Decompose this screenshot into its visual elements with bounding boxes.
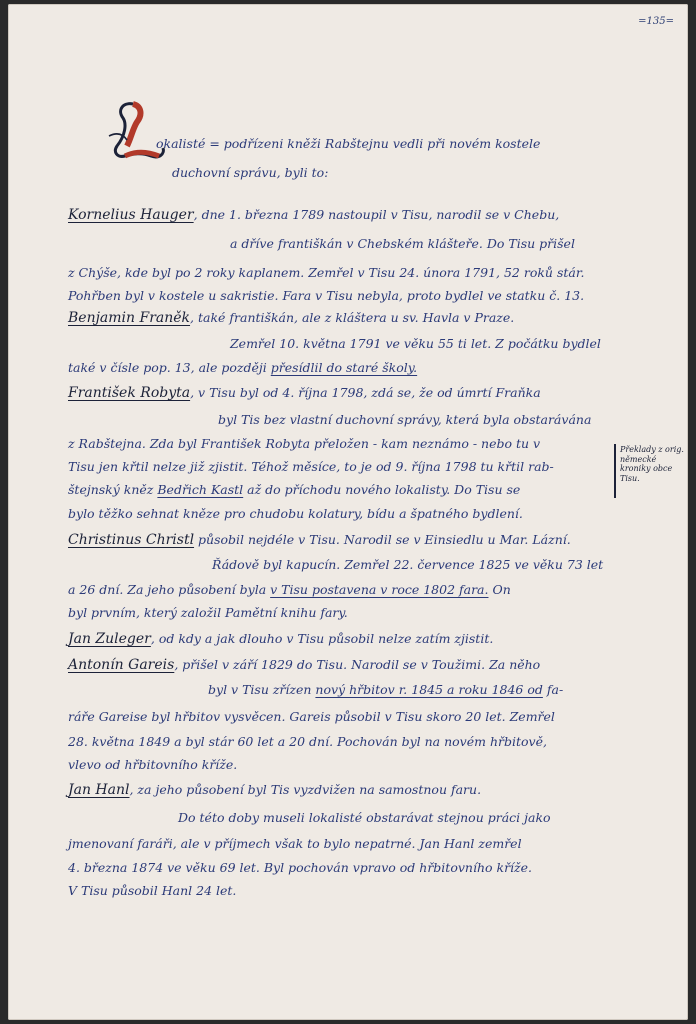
- entry-franek-line-3: [68, 360, 417, 375]
- intro-line-1: okalisté = podřízeni kněži Rabštejnu vedli při novém kostele: [156, 136, 541, 151]
- entry-robyta-line-4: Tisu jen křtil nelze již zjistit. Téhož měsíce, to je od 9. října 1798 tu křtil rab-: [68, 459, 554, 474]
- gareis-text-2a: byl v Tisu zřízen: [208, 682, 316, 697]
- entry-gareis-line-1: [68, 657, 540, 673]
- margin-bracket: [614, 444, 616, 498]
- entry-gareis-line-2: [208, 682, 563, 697]
- entry-robyta-line-2: byl Tis bez vlastní duchovní správy, která byla obstarávána: [218, 412, 592, 427]
- entry-robyta-line-1: [68, 385, 541, 401]
- christl-text-1: působil nejdéle v Tisu. Narodil se v Einsiedlu u Mar. Lázní.: [194, 532, 571, 547]
- robyta-text-5a: štejnský kněz: [68, 482, 158, 497]
- entry-christl-line-2: Řádově byl kapucín. Zemřel 22. července 1825 ve věku 73 let: [212, 557, 604, 572]
- robyta-text-5c: až do příchodu nového lokalisty. Do Tisu se: [243, 482, 521, 497]
- entry-hanl-line-1: [68, 782, 481, 798]
- franek-text-1: , také františkán, ale z kláštera u sv. Havla v Praze.: [190, 310, 515, 325]
- entry-robyta-line-6: bylo těžko sehnat kněze pro chudobu kolatury, bídu a špatného bydlení.: [68, 506, 523, 521]
- franek-text-3b: přesídlil do staré školy.: [270, 360, 418, 375]
- name-jan-zuleger: Jan Zuleger: [68, 631, 151, 647]
- name-antonin-gareis: Antonín Gareis: [68, 657, 175, 673]
- name-jan-hanl: Jan Hanl: [68, 782, 130, 798]
- christl-text-3a: a 26 dní. Za jeho působení byla: [68, 582, 271, 597]
- margin-note: Překlady z orig. německé kroniky obce Tisu.: [620, 445, 684, 483]
- entry-hanl-line-3: jmenovaní faráři, ale v příjmech však to bylo nepatrné. Jan Hanl zemřel: [68, 836, 522, 851]
- gareis-text-2c: fa-: [542, 682, 564, 697]
- intro-line-2: duchovní správu, byli to:: [172, 165, 329, 180]
- name-christinus-christl: Christinus Christl: [68, 532, 195, 548]
- franek-text-3a: také v čísle pop. 13, ale později: [68, 360, 271, 375]
- entry-gareis-line-5: vlevo od hřbitovního kříže.: [68, 757, 238, 772]
- entry-robyta-line-3: z Rabštejna. Zda byl František Robyta přeložen - kam neznámo - nebo tu v: [68, 436, 541, 451]
- name-bedrich-kastl: Bedřich Kastl: [157, 482, 244, 497]
- gareis-text-1: , přišel v září 1829 do Tisu. Narodil se v Toužimi. Za něho: [174, 657, 541, 672]
- robyta-text-1: , v Tisu byl od 4. října 1798, zdá se, že od úmrtí Fraňka: [190, 385, 541, 400]
- page-number: =135=: [638, 16, 674, 27]
- entry-hauger-line-4: Pohřben byl v kostele u sakristie. Fara v Tisu nebyla, proto bydlel ve statku č. 13.: [68, 288, 585, 303]
- entry-gareis-line-3: ráře Gareise byl hřbitov vysvěcen. Gareis působil v Tisu skoro 20 let. Zemřel: [68, 709, 555, 724]
- name-frantisek-robyta: František Robyta: [68, 385, 191, 401]
- christl-text-3c: On: [488, 582, 511, 597]
- entry-hauger-line-3: z Chýše, kde byl po 2 roky kaplanem. Zemřel v Tisu 24. února 1791, 52 roků stár.: [68, 265, 585, 280]
- entry-gareis-line-4: 28. května 1849 a byl stár 60 let a 20 dní. Pochován byl na novém hřbitově,: [68, 734, 547, 749]
- entry-robyta-line-5: [68, 482, 520, 497]
- name-benjamin-franek: Benjamin Franěk: [68, 310, 191, 326]
- decorative-initial-l: [103, 96, 173, 166]
- hauger-text-1: , dne 1. března 1789 nastoupil v Tisu, narodil se v Chebu,: [193, 207, 560, 222]
- entry-hanl-line-5: V Tisu působil Hanl 24 let.: [68, 883, 237, 898]
- entry-hauger-line-1: [68, 207, 559, 223]
- entry-zuleger-line-1: [68, 631, 493, 647]
- document-page: [8, 4, 688, 1020]
- entry-franek-line-1: [68, 310, 514, 326]
- entry-christl-line-4: byl prvním, který založil Pamětní knihu fary.: [68, 605, 348, 620]
- zuleger-text-1: , od kdy a jak dlouho v Tisu působil nelze zatím zjistit.: [150, 631, 494, 646]
- entry-christl-line-3: [68, 582, 511, 597]
- entry-franek-line-2: Zemřel 10. května 1791 ve věku 55 ti let. Z počátku bydlel: [230, 336, 601, 351]
- entry-hanl-line-2: Do této doby museli lokalisté obstarávat stejnou práci jako: [178, 810, 551, 825]
- hanl-text-1: , za jeho působení byl Tis vyzdvižen na samostnou faru.: [129, 782, 482, 797]
- entry-hanl-line-4: 4. března 1874 ve věku 69 let. Byl pochován vpravo od hřbitovního kříže.: [68, 860, 533, 875]
- christl-text-3b: v Tisu postavena v roce 1802 fara.: [270, 582, 489, 597]
- name-kornelius-hauger: Kornelius Hauger: [68, 207, 194, 223]
- gareis-text-2b: nový hřbitov r. 1845 a roku 1846 od: [315, 682, 543, 697]
- entry-hauger-line-2: a dříve františkán v Chebském klášteře. Do Tisu přišel: [230, 236, 575, 251]
- entry-christl-line-1: [68, 532, 571, 548]
